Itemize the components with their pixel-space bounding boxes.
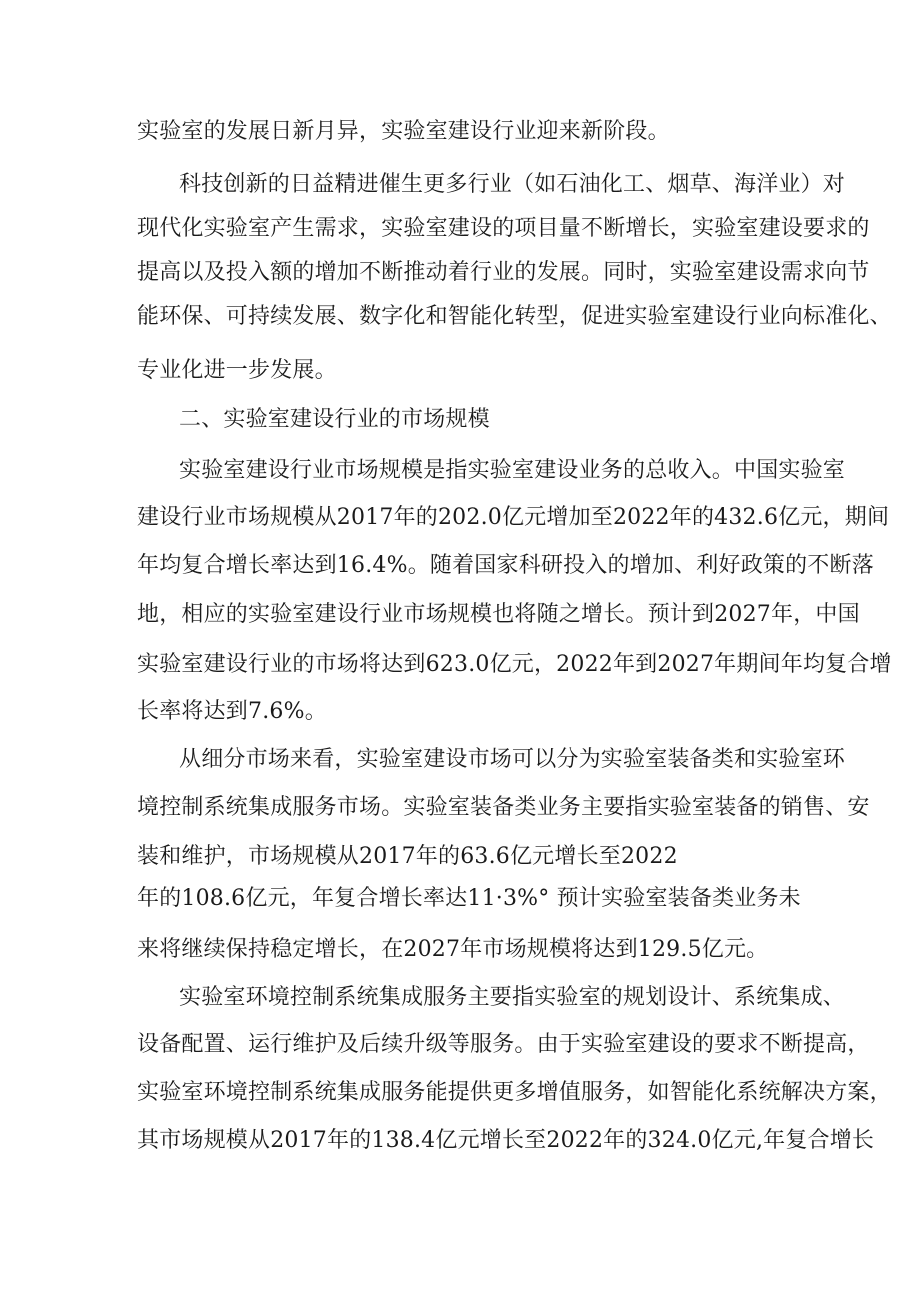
paragraph-line: 实验室的发展日新月异，实验室建设行业迎来新阶段。: [137, 119, 670, 144]
paragraph-line: 能环保、可持续发展、数字化和智能化转型，促进实验室建设行业向标准化、: [137, 304, 892, 329]
paragraph-line: 从细分市场来看，实验室建设市场可以分为实验室装备类和实验室环: [179, 747, 846, 772]
paragraph-line: 长率将达到7.6%。: [137, 699, 327, 724]
paragraph-line: 地，相应的实验室建设行业市场规模也将随之增长。预计到2027年，中国: [137, 602, 860, 627]
paragraph-line: 实验室建设行业的市场将达到623.0亿元，2022年到2027年期间年均复合增: [137, 652, 892, 677]
paragraph-line: 装和维护，市场规模从2017年的63.6亿元增长至2022: [137, 844, 678, 869]
paragraph-line: 实验室建设行业市场规模是指实验室建设业务的总收入。中国实验室: [179, 458, 846, 483]
paragraph-line: 提高以及投入额的增加不断推动着行业的发展。同时，实验室建设需求向节: [137, 260, 870, 285]
paragraph-line: 科技创新的日益精进催生更多行业（如石油化工、烟草、海洋业）对: [179, 172, 846, 197]
paragraph-line: 来将继续保持稳定增长，在2027年市场规模将达到129.5亿元。: [137, 937, 769, 962]
paragraph-line: 实验室环境控制系统集成服务主要指实验室的规划设计、系统集成、: [179, 985, 846, 1010]
paragraph-line: 实验室环境控制系统集成服务能提供更多增值服务，如智能化系统解决方案，: [137, 1080, 892, 1105]
paragraph-line: 专业化进一步发展。: [137, 358, 337, 383]
paragraph-line: 境控制系统集成服务市场。实验室装备类业务主要指实验室装备的销售、安: [137, 795, 870, 820]
paragraph-line: 建设行业市场规模从2017年的202.0亿元增加至2022年的432.6亿元，期间: [137, 505, 890, 530]
section-heading: 二、实验室建设行业的市场规模: [179, 407, 490, 432]
paragraph-line: 年均复合增长率达到16.4%。随着国家科研投入的增加、利好政策的不断落: [137, 553, 874, 578]
paragraph-line: 年的108.6亿元，年复合增长率达11·3%° 预计实验室装备类业务未: [137, 886, 801, 911]
paragraph-line: 其市场规模从2017年的138.4亿元增长至2022年的324.0亿元,年复合增长: [137, 1128, 875, 1153]
paragraph-line: 现代化实验室产生需求，实验室建设的项目量不断增长，实验室建设要求的: [137, 216, 870, 241]
paragraph-line: 设备配置、运行维护及后续升级等服务。由于实验室建设的要求不断提高，: [137, 1032, 870, 1057]
